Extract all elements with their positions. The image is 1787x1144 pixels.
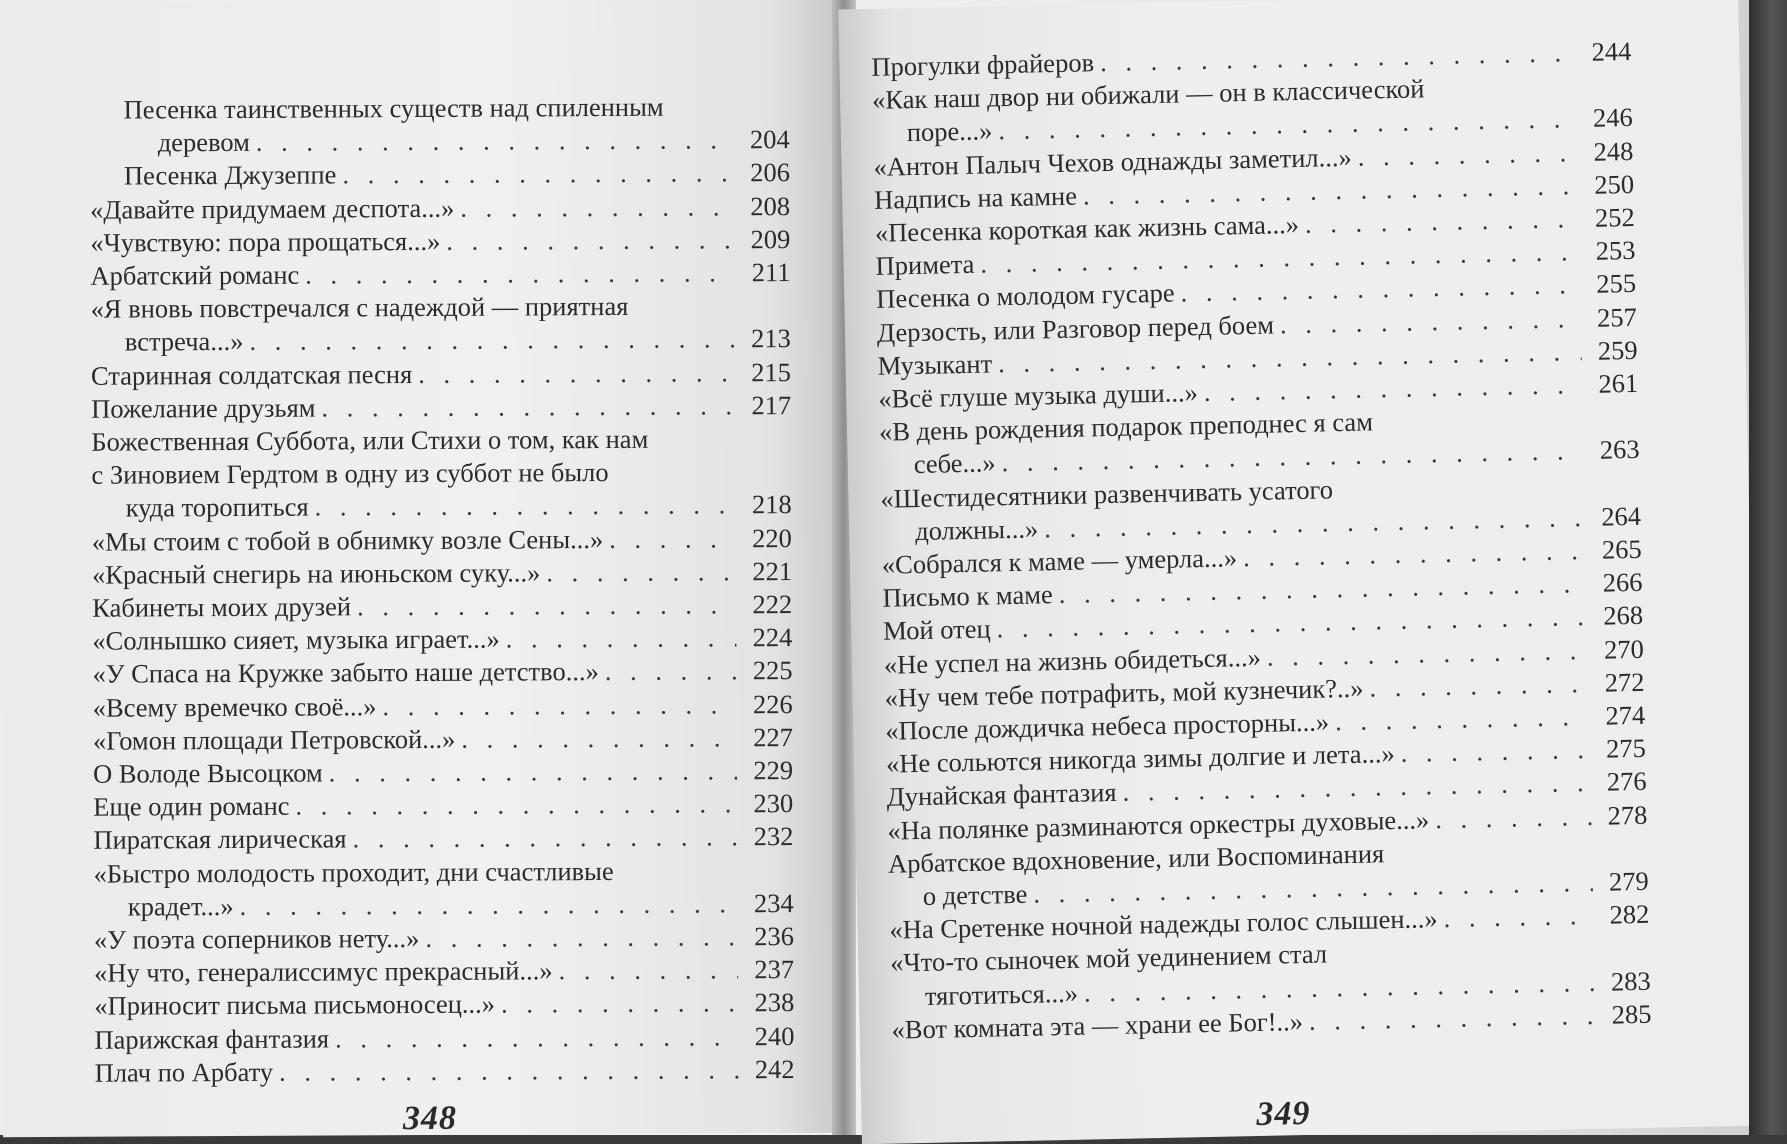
dot-leader [540,555,736,589]
toc-entry [91,389,791,426]
toc-entry-title-line: Арбатское вдохновение, или Воспоминания [887,838,1385,879]
toc-entry-title: поре...» [906,115,993,148]
toc-page-number: 266 [1602,567,1643,598]
toc-page-number: 224 [752,622,793,653]
dot-leader [1363,667,1589,705]
dot-leader [309,489,736,524]
toc-entry-title: Песенка Джузеппе [123,159,337,191]
dot-leader [351,588,736,623]
toc-entry-title: Музыкант [877,348,993,381]
toc-page-number: 209 [750,223,791,255]
dot-leader [603,522,736,556]
toc-entry-title: «Не успел на жизнь обидеться...» [883,641,1262,680]
toc-entry [93,821,793,858]
toc-page-number: 215 [751,356,792,387]
toc-entry-title: Дерзость, или Разговор перед боем [876,309,1275,348]
toc-page-number: 234 [753,887,794,919]
toc-entry-title: «Всему времечко своё...» [92,690,377,723]
toc-entry [90,256,790,293]
toc-entry-title: «Собрался к маме — умерла...» [881,542,1238,580]
toc-entry [93,787,793,824]
toc-page-number: 272 [1604,666,1645,698]
left-page [0,0,843,1137]
toc-entry-title: Плач по Арбату [94,1056,274,1088]
toc-entry-title-line: с Зиновием Гердтом в одну из суббот не было [91,457,609,490]
dot-leader [250,124,734,160]
toc-page-number: 257 [1596,301,1638,333]
toc-page-number: 263 [1599,434,1640,466]
toc-entry [94,953,794,990]
toc-page-number: 222 [752,589,793,620]
toc-entry-title: «Чувствую: пора прощаться...» [90,225,441,258]
toc-entry-title: Старинная солдатская песня [90,358,413,391]
toc-page-number: 230 [753,788,794,819]
toc-entry [91,289,791,359]
toc-page-number: 268 [1603,600,1644,632]
toc-entry [93,688,793,725]
toc-page-number: 259 [1597,334,1638,366]
toc-entry-title: Пиратская лирическая [93,823,347,856]
toc-entry-title-line: Божественная Суббота, или Стихи о том, как нам [91,423,649,457]
toc-entry-title: Еще один романс [93,790,290,822]
toc-entry [94,920,794,957]
dot-leader [1303,999,1596,1038]
toc-entry-title: «После дождичка небеса просторны...» [885,706,1330,746]
toc-entry-title-line: «Что-то сыночек мой уединением стал [889,939,1328,979]
dot-leader [315,389,735,424]
dot-leader [419,920,738,955]
toc-page-number: 244 [1591,35,1632,67]
toc-entry-title: Письмо к маме [882,579,1054,613]
toc-page-number: 285 [1611,998,1652,1030]
toc-page-number: 261 [1598,367,1639,399]
toc-page-number: 236 [754,921,795,952]
toc-page-number: 226 [752,688,793,719]
toc-entry-title: «На Сретенке ночной надежды голос слышен...» [889,903,1438,945]
dot-leader [440,223,734,258]
toc-entry-title: «На полянке разминаются оркестры духовые...» [887,804,1430,846]
toc-page-number: 242 [754,1053,795,1085]
toc-page-number: 211 [751,257,791,288]
toc-entry [91,422,792,525]
toc-page-number: 213 [750,323,791,354]
toc-entry-title: тяготиться...» [924,977,1079,1011]
dot-leader [1429,800,1592,837]
toc-page-number: 265 [1601,533,1642,565]
toc-entry [94,987,794,1024]
toc-entry-title: деревом [157,127,250,158]
toc-entry-title: о детстве [922,878,1028,912]
dot-leader [455,721,737,756]
toc-entry-title-line: «Шестидесятники развенчивать усатого [880,473,1334,514]
toc-page-number: 208 [750,190,791,221]
toc-page-number: 206 [750,157,791,188]
dot-leader [1351,136,1577,174]
dot-leader [454,190,734,225]
toc-page-number: 246 [1592,102,1633,134]
dot-leader [552,954,738,988]
dot-leader [599,655,737,689]
toc-entry-title: «У поэта соперников нету...» [93,923,420,955]
dot-leader [1394,733,1590,770]
toc-page-number: 238 [754,987,795,1018]
toc-page-number: 220 [752,522,792,553]
toc-page-number: 227 [753,721,793,753]
toc-entry-title: «Вот комната эта — храни ее Бог!..» [891,1005,1304,1045]
toc-entry-title: «Красный снегирь на июньском суку...» [91,557,541,590]
dot-leader [323,754,738,789]
toc-page-number: 252 [1594,201,1636,233]
dot-leader [500,622,737,656]
dot-leader [329,1020,739,1055]
toc-entry-title: «Не сольются никогда зимы долгие и лета...» [885,738,1395,779]
toc-entry-title-line: «Как наш двор ни обижали — он в классической [871,73,1425,116]
toc-entry-title: Примета [875,248,975,282]
toc-entry [90,223,790,260]
toc-entry-title-line: Песенка таинственных существ над спиленным [123,91,664,125]
toc-page-number: 282 [1609,899,1650,930]
dot-leader [336,157,734,192]
dot-leader [273,1053,739,1089]
toc-entry [95,1053,795,1090]
toc-entry-title: куда торопиться [125,492,309,523]
toc-page-number: 221 [752,555,793,587]
dot-leader [412,356,735,391]
toc-entry-title: Парижская фантазия [94,1023,330,1055]
toc-entry-title: «Всё глуше музыка души...» [878,377,1199,414]
toc-page-number: 274 [1605,699,1646,731]
toc-entry-title: Пожелание друзьям [91,392,316,424]
toc-entry-title: «Ну чем тебе потрафить, мой кузнечик?..» [884,672,1364,713]
toc-entry [94,854,794,924]
dot-leader [346,821,737,856]
toc-entry-title: Песенка о молодом гусаре [875,277,1175,315]
toc-entry-title: «У Спаса на Кружке забыто наше детство...» [92,656,599,690]
toc-entry-title: Кабинеты моих друзей [92,591,352,623]
toc-entry [93,754,793,791]
toc-entry [92,621,792,658]
toc-page-number: 250 [1593,168,1635,200]
toc-page-number: 283 [1610,965,1652,997]
toc-entry-title: крадет...» [127,890,234,922]
toc-page-number: 278 [1607,799,1648,831]
toc-page-number: 248 [1593,135,1634,167]
dot-leader [243,323,735,359]
dot-leader [1329,700,1590,739]
toc-entry [92,655,792,692]
toc-entry-title: «Антон Палыч Чехов однажды заметил...» [873,141,1352,182]
toc-entry-title-line: «Я вновь повстречался с надеждой — приятная [90,291,629,324]
dot-leader [289,788,737,824]
dot-leader [376,688,736,723]
dot-leader [299,256,734,291]
toc-entry-title: встреча...» [124,326,244,357]
toc-page-number: 217 [751,389,792,421]
toc-entry-title-line: «В день рождения подарок преподнес я сам [878,406,1374,448]
toc-page-number: 279 [1608,865,1649,897]
toc-entry [92,522,792,559]
dot-leader [495,987,738,1021]
page-number-right: 349 [1256,1094,1311,1134]
toc-page-number: 218 [751,489,792,520]
toc-entry-title: «Давайте придумаем деспота...» [90,192,455,225]
toc-entry-title: «Ну что, генералиссимус прекрасный...» [94,955,553,988]
toc-entry-title: себе...» [913,447,996,480]
toc-entry-title: Арбатский романс [90,259,300,291]
toc-page-number: 240 [754,1020,795,1051]
toc-entry-title: Прогулки фрайеров [871,47,1095,82]
toc-entry-title: Дунайская фантазия [886,777,1117,813]
toc-entry [90,90,790,160]
right-page [838,0,1762,1144]
toc-page-number: 225 [752,655,793,686]
toc-entry-title: «Песенка короткая как жизнь сама...» [874,208,1300,248]
toc-entry-title: Мой отец [882,613,991,647]
toc-entry-title: «Мы стоим с тобой в обнимку возле Сены...» [91,523,604,557]
toc-entry-title: Надпись на камне [873,180,1078,215]
dot-leader [234,887,738,923]
toc-page-number: 237 [754,954,795,985]
toc-page-number: 229 [753,755,794,786]
toc-entry-title: «Гомон площади Петровской...» [92,723,456,756]
dot-leader [1437,899,1593,935]
toc-entry [90,156,790,193]
page-number-left: 348 [402,1099,457,1138]
toc-entry [91,356,791,393]
toc-page-number: 270 [1603,633,1645,665]
toc-page-number: 276 [1606,766,1647,798]
toc-entry [93,721,793,758]
toc-entry [94,1020,794,1057]
toc-page-number: 204 [749,124,790,155]
table-of-contents-left [90,90,795,1090]
table-of-contents-right [871,35,1652,1047]
toc-entry-title: «Солнышко сияет, музыка играет...» [92,623,500,656]
toc-entry-title: должны...» [914,513,1039,546]
toc-entry [92,588,792,625]
toc-entry-title-line: «Быстро молодость проходит, дни счастливые [93,855,614,889]
toc-page-number: 255 [1596,268,1637,300]
toc-page-number: 264 [1600,500,1642,532]
toc-entry [90,190,790,227]
toc-entry-title: «Приносит письма письмоносец...» [94,989,496,1022]
toc-entry [92,555,792,592]
toc-page-number: 275 [1605,733,1647,764]
background-edge [1749,0,1787,1135]
toc-page-number: 232 [753,821,794,852]
toc-page-number: 253 [1595,235,1636,266]
toc-entry-title: О Володе Высоцком [92,757,323,789]
